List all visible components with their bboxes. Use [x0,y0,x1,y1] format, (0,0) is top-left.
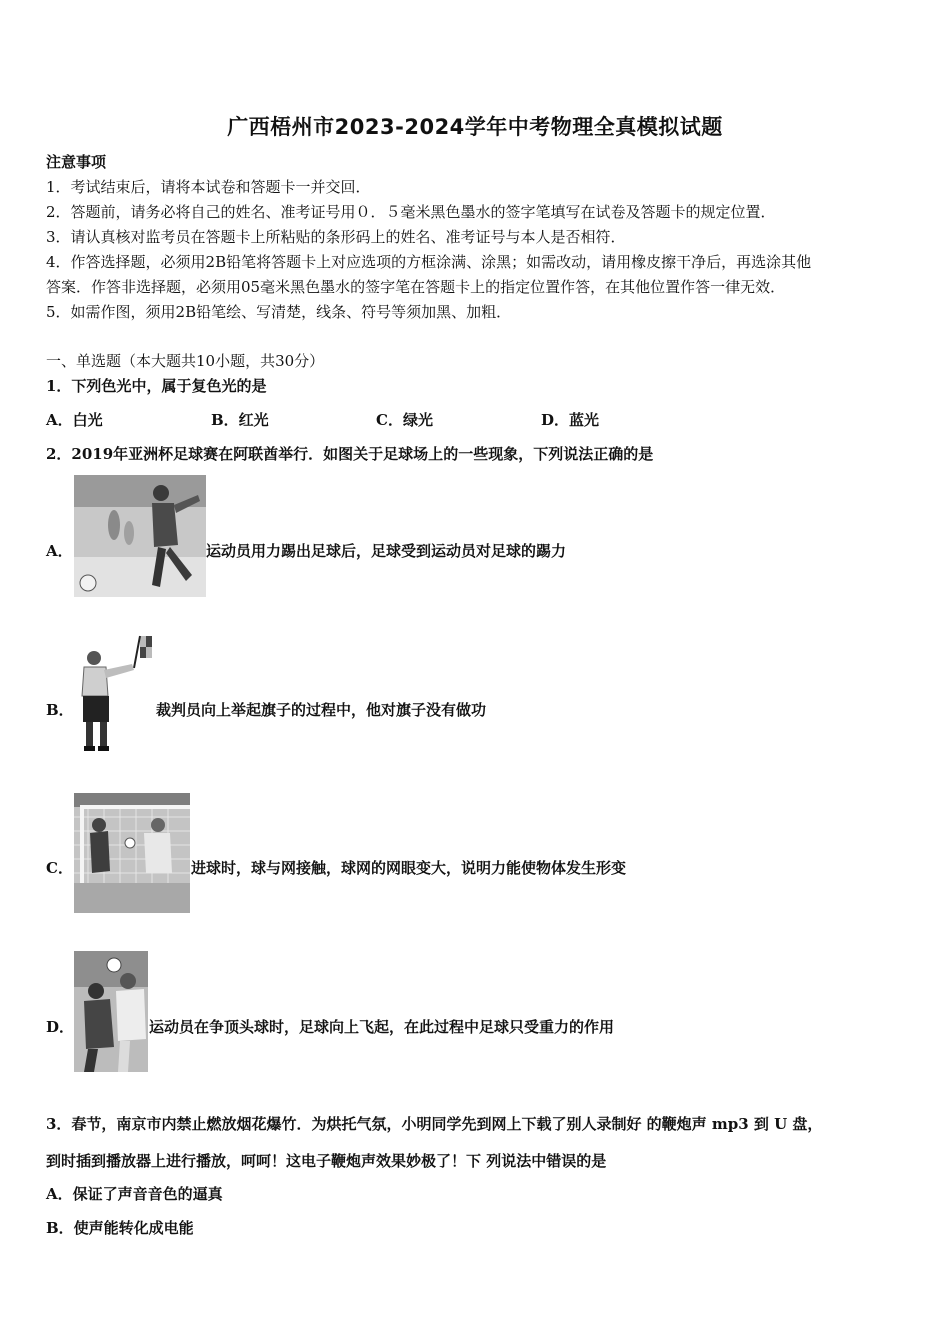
question-2-stem: 2．2019年亚洲杯足球赛在阿联酋举行．如图关于足球场上的一些现象，下列说法正确的是 [46,445,654,463]
q1-option-c: C．绿光 [376,411,433,429]
q2-option-d-text: 运动员在争顶头球时，足球向上飞起，在此过程中足球只受重力的作用 [149,1018,615,1036]
goal-net-photo [74,793,190,913]
kicker-photo [74,475,206,597]
q2-option-c-letter: C． [46,859,73,877]
notice-item: 答案．作答非选择题，必须用05毫米黑色墨水的签字笔在答题卡上的指定位置作答，在其他位置作答一律无效． [46,278,786,296]
section-heading: 一、单选题（本大题共10小题，共30分） [46,352,325,370]
notice-item: 1．考试结束后，请将本试卷和答题卡一并交回． [46,178,371,196]
notice-item: 3．请认真核对监考员在答题卡上所粘贴的条形码上的姓名、准考证号与本人是否相符． [46,228,626,246]
question-3-stem-continued: 到时插到播放器上进行播放，呵呵！这电子鞭炮声效果妙极了！下 列说法中错误的是 [46,1152,607,1170]
q2-option-c-text: 进球时，球与网接触，球网的网眼变大，说明力能使物体发生形变 [191,859,627,877]
q3-option-b: B．使声能转化成电能 [46,1219,194,1237]
q1-option-b: B．红光 [211,411,269,429]
notice-item: 5．如需作图，须用2B铅笔绘、写清楚，线条、符号等须加黑、加粗． [46,303,512,321]
q2-option-d-letter: D． [46,1018,75,1036]
q2-option-b-text: 裁判员向上举起旗子的过程中，他对旗子没有做功 [156,701,487,719]
q3-option-a: A．保证了声音音色的逼真 [46,1185,223,1203]
question-3-stem: 3．春节，南京市内禁止燃放烟花爆竹．为烘托气氛，小明同学先到网上下载了别人录制好 的鞭炮声 mp3 到 U 盘， [46,1115,823,1133]
page-title: 广西梧州市2023-2024学年中考物理全真模拟试题 [227,115,723,139]
q1-option-a: A．白光 [46,411,103,429]
notice-item: 4．作答选择题，必须用2B铅笔将答题卡上对应选项的方框涂满、涂黑；如需改动，请用橡皮擦干净后，再选涂其他 [46,253,812,271]
question-1-stem: 1．下列色光中，属于复色光的是 [46,377,267,395]
referee-photo [74,634,154,754]
q2-option-b-letter: B． [46,701,74,719]
header-photo [74,951,148,1072]
notice-heading: 注意事项 [46,153,107,171]
q2-option-a-text: 运动员用力踢出足球后，足球受到运动员对足球的踢力 [206,542,567,560]
notice-item: 2．答题前，请务必将自己的姓名、准考证号用０．５毫米黑色墨水的签字笔填写在试卷及答题卡的规定位置． [46,203,776,221]
q1-option-d: D．蓝光 [541,411,600,429]
q2-option-a-letter: A． [46,542,73,560]
